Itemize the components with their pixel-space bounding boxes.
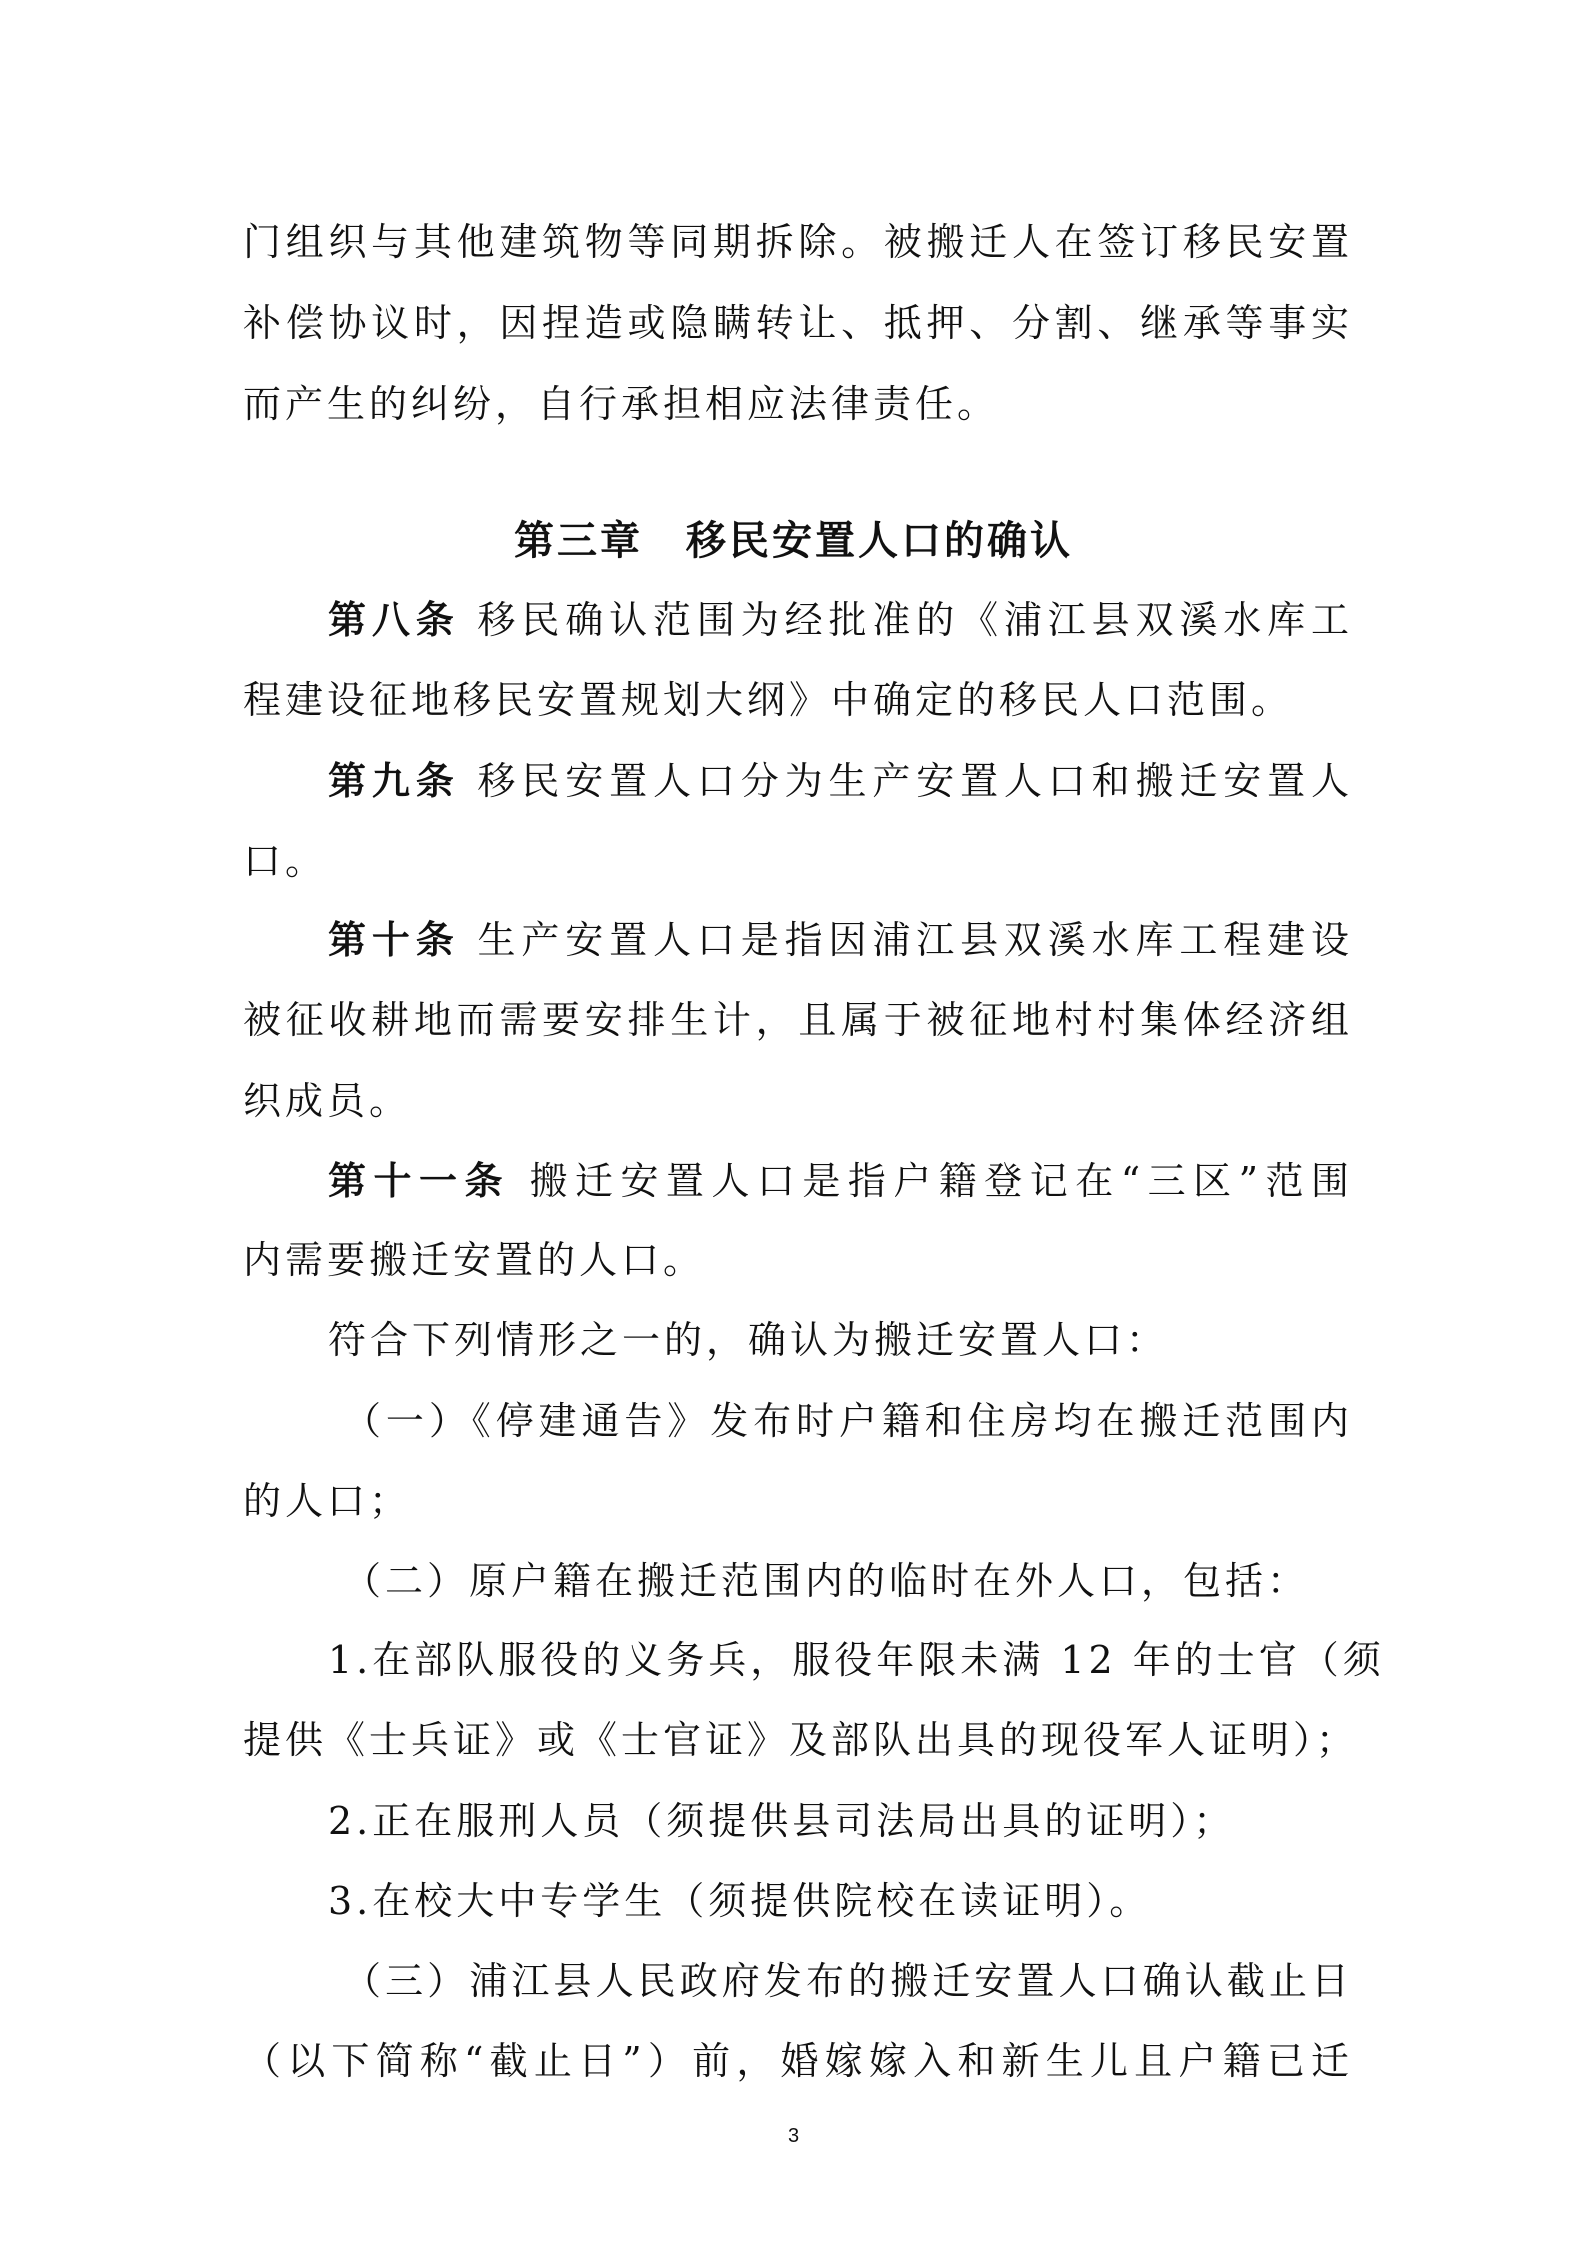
article-11-label: 第十一条 — [328, 1158, 510, 1203]
article-9-line-1 — [328, 755, 1353, 807]
article-8-line-2: 程建设征地移民安置规划大纲》中确定的移民人口范围。 — [243, 678, 1294, 722]
article-10-line-3: 织成员。 — [243, 1079, 412, 1123]
article-8-line-1 — [328, 594, 1353, 646]
continuation-line-2: 补偿协议时，因捏造或隐瞒转让、抵押、分割、继承等事实 — [243, 301, 1353, 345]
article-8-label: 第八条 — [328, 597, 460, 642]
article-9-text: 移民安置人口分为生产安置人口和搬迁安置人 — [459, 759, 1353, 803]
article-10-line-2: 被征收耕地而需要安排生计，且属于被征地村村集体经济组 — [243, 998, 1353, 1042]
article-8-text: 移民确认范围为经批准的《浦江县双溪水库工 — [459, 598, 1353, 642]
article-11-text: 搬迁安置人口是指户籍登记在“三区”范围 — [509, 1159, 1353, 1203]
item-3-line-2: （以下简称“截止日”）前，婚嫁嫁入和新生儿且户籍已迁 — [243, 2039, 1353, 2083]
article-10-text: 生产安置人口是指因浦江县双溪水库工程建设 — [459, 918, 1353, 962]
article-11-line-2: 内需要搬迁安置的人口。 — [243, 1238, 706, 1282]
article-9-line-2: 口。 — [243, 839, 328, 883]
item-2-line-1: （二）原户籍在搬迁范围内的临时在外人口，包括： — [343, 1559, 1310, 1603]
conditions-intro: 符合下列情形之一的，确认为搬迁安置人口： — [328, 1318, 1169, 1362]
chapter-heading: 第三章 移民安置人口的确认 — [514, 517, 1073, 564]
article-10-line-1 — [328, 914, 1353, 966]
sub-item-1-line-1: 1.在部队服役的义务兵，服役年限未满 12 年的士官（须 — [328, 1638, 1385, 1682]
item-1-line-2: 的人口； — [243, 1479, 412, 1523]
continuation-line-3: 而产生的纠纷，自行承担相应法律责任。 — [243, 382, 1000, 426]
continuation-line-1: 门组织与其他建筑物等同期拆除。被搬迁人在签订移民安置 — [243, 220, 1353, 264]
page-number: 3 — [787, 2125, 800, 2147]
item-1-line-1: （一）《停建通告》发布时户籍和住房均在搬迁范围内 — [343, 1399, 1353, 1443]
article-11-line-1 — [328, 1155, 1353, 1207]
sub-item-1-line-2: 提供《士兵证》或《士官证》及部队出具的现役军人证明）； — [243, 1718, 1359, 1762]
item-3-line-1: （三）浦江县人民政府发布的搬迁安置人口确认截止日 — [343, 1959, 1353, 2003]
sub-item-3: 3.在校大中专学生（须提供院校在读证明）。 — [328, 1879, 1152, 1923]
article-9-label: 第九条 — [328, 758, 460, 803]
sub-item-2: 2.正在服刑人员（须提供县司法局出具的证明）； — [328, 1799, 1236, 1843]
article-10-label: 第十条 — [328, 917, 460, 962]
